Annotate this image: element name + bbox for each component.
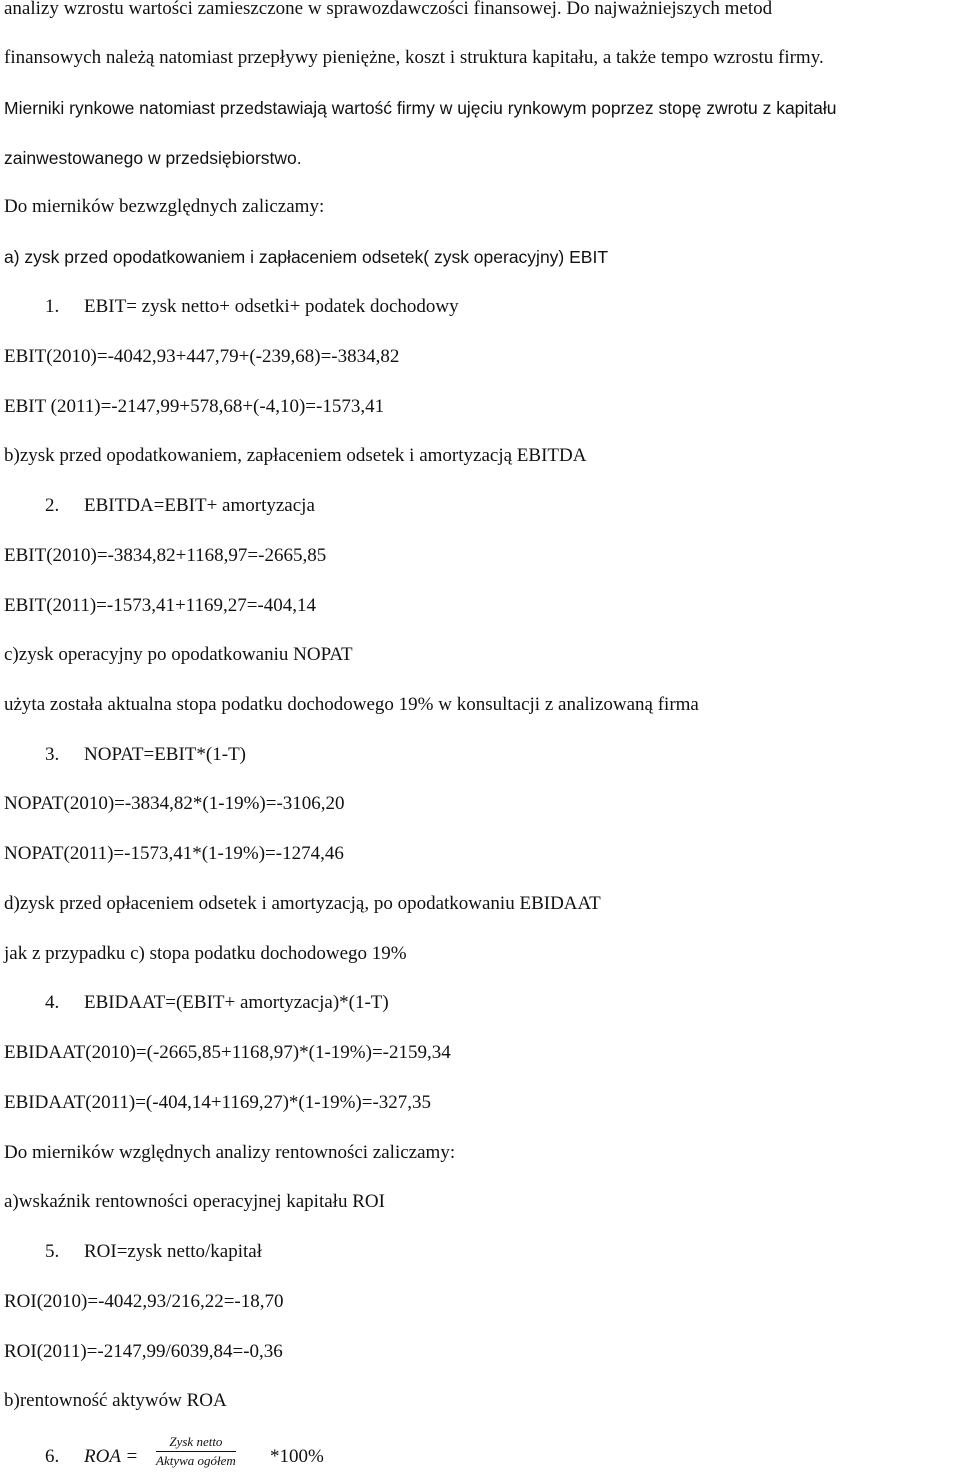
text-line: EBIT(2010)=-3834,82+1168,97=-2665,85 [4,545,327,566]
roa-fraction [156,1435,236,1468]
text-line: NOPAT(2010)=-3834,82*(1-19%)=-3106,20 [4,793,345,814]
formula-text: EBIDAAT=(EBIT+ amortyzacja)*(1-T) [84,992,389,1013]
text-line: c)zysk operacyjny po opodatkowaniu NOPAT [4,644,353,665]
text-line: ROI(2010)=-4042,93/216,22=-18,70 [4,1291,284,1312]
text-line: analizy wzrostu wartości zamieszczone w sprawozdawczości finansowej. Do najważniejszych metod [4,0,773,19]
text-line: NOPAT(2011)=-1573,41*(1-19%)=-1274,46 [4,843,344,864]
formula-text: EBIT= zysk netto+ odsetki+ podatek dochodowy [84,296,459,317]
formula-text: ROI=zysk netto/kapitał [84,1241,262,1262]
text-line: a) zysk przed opodatkowaniem i zapłaceniem odsetek( zysk operacyjny) EBIT [4,247,609,267]
formula-number: 5. [45,1241,60,1262]
formula-text: EBITDA=EBIT+ amortyzacja [84,495,315,516]
text-line: EBIDAAT(2010)=(-2665,85+1168,97)*(1-19%)=-2159,34 [4,1042,451,1063]
text-line: EBIT (2011)=-2147,99+578,68+(-4,10)=-1573,41 [4,396,385,417]
text-line: zainwestowanego w przedsiębiorstwo. [4,148,302,168]
formula-number: 2. [45,495,60,516]
formula-number: 3. [45,744,60,765]
roa-numerator: Zysk netto [156,1435,236,1452]
text-line: EBIT(2010)=-4042,93+447,79+(-239,68)=-3834,82 [4,346,400,367]
text-line: Do mierników względnych analizy rentowności zaliczamy: [4,1142,456,1163]
formula-number: 6. [45,1446,60,1467]
text-line: b)zysk przed opodatkowaniem, zapłaceniem odsetek i amortyzacją EBITDA [4,445,587,466]
formula-text: NOPAT=EBIT*(1-T) [84,744,247,765]
roa-denominator: Aktywa ogółem [156,1453,236,1468]
roa-lhs: ROA = [84,1446,139,1467]
roa-formula [4,1434,904,1475]
text-line: użyta została aktualna stopa podatku dochodowego 19% w konsultacji z analizowaną firma [4,694,699,715]
roa-suffix: *100% [270,1446,324,1467]
text-line: b)rentowność aktywów ROA [4,1390,227,1411]
formula-number: 4. [45,992,60,1013]
text-line: d)zysk przed opłaceniem odsetek i amortyzacją, po opodatkowaniu EBIDAAT [4,893,601,914]
text-line: a)wskaźnik rentowności operacyjnej kapitału ROI [4,1191,385,1212]
text-line: ROI(2011)=-2147,99/6039,84=-0,36 [4,1341,283,1362]
formula-number: 1. [45,296,60,317]
text-line: Mierniki rynkowe natomiast przedstawiają wartość firmy w ujęciu rynkowym poprzez stopę zwrotu z kapitału [4,98,837,118]
text-line: Do mierników bezwzględnych zaliczamy: [4,196,325,217]
text-line: EBIT(2011)=-1573,41+1169,27=-404,14 [4,595,317,616]
text-line: jak z przypadku c) stopa podatku dochodowego 19% [4,943,407,964]
text-line: finansowych należą natomiast przepływy pieniężne, koszt i struktura kapitału, a także tempo wzrostu firmy. [4,47,824,68]
text-line: EBIDAAT(2011)=(-404,14+1169,27)*(1-19%)=-327,35 [4,1092,432,1113]
